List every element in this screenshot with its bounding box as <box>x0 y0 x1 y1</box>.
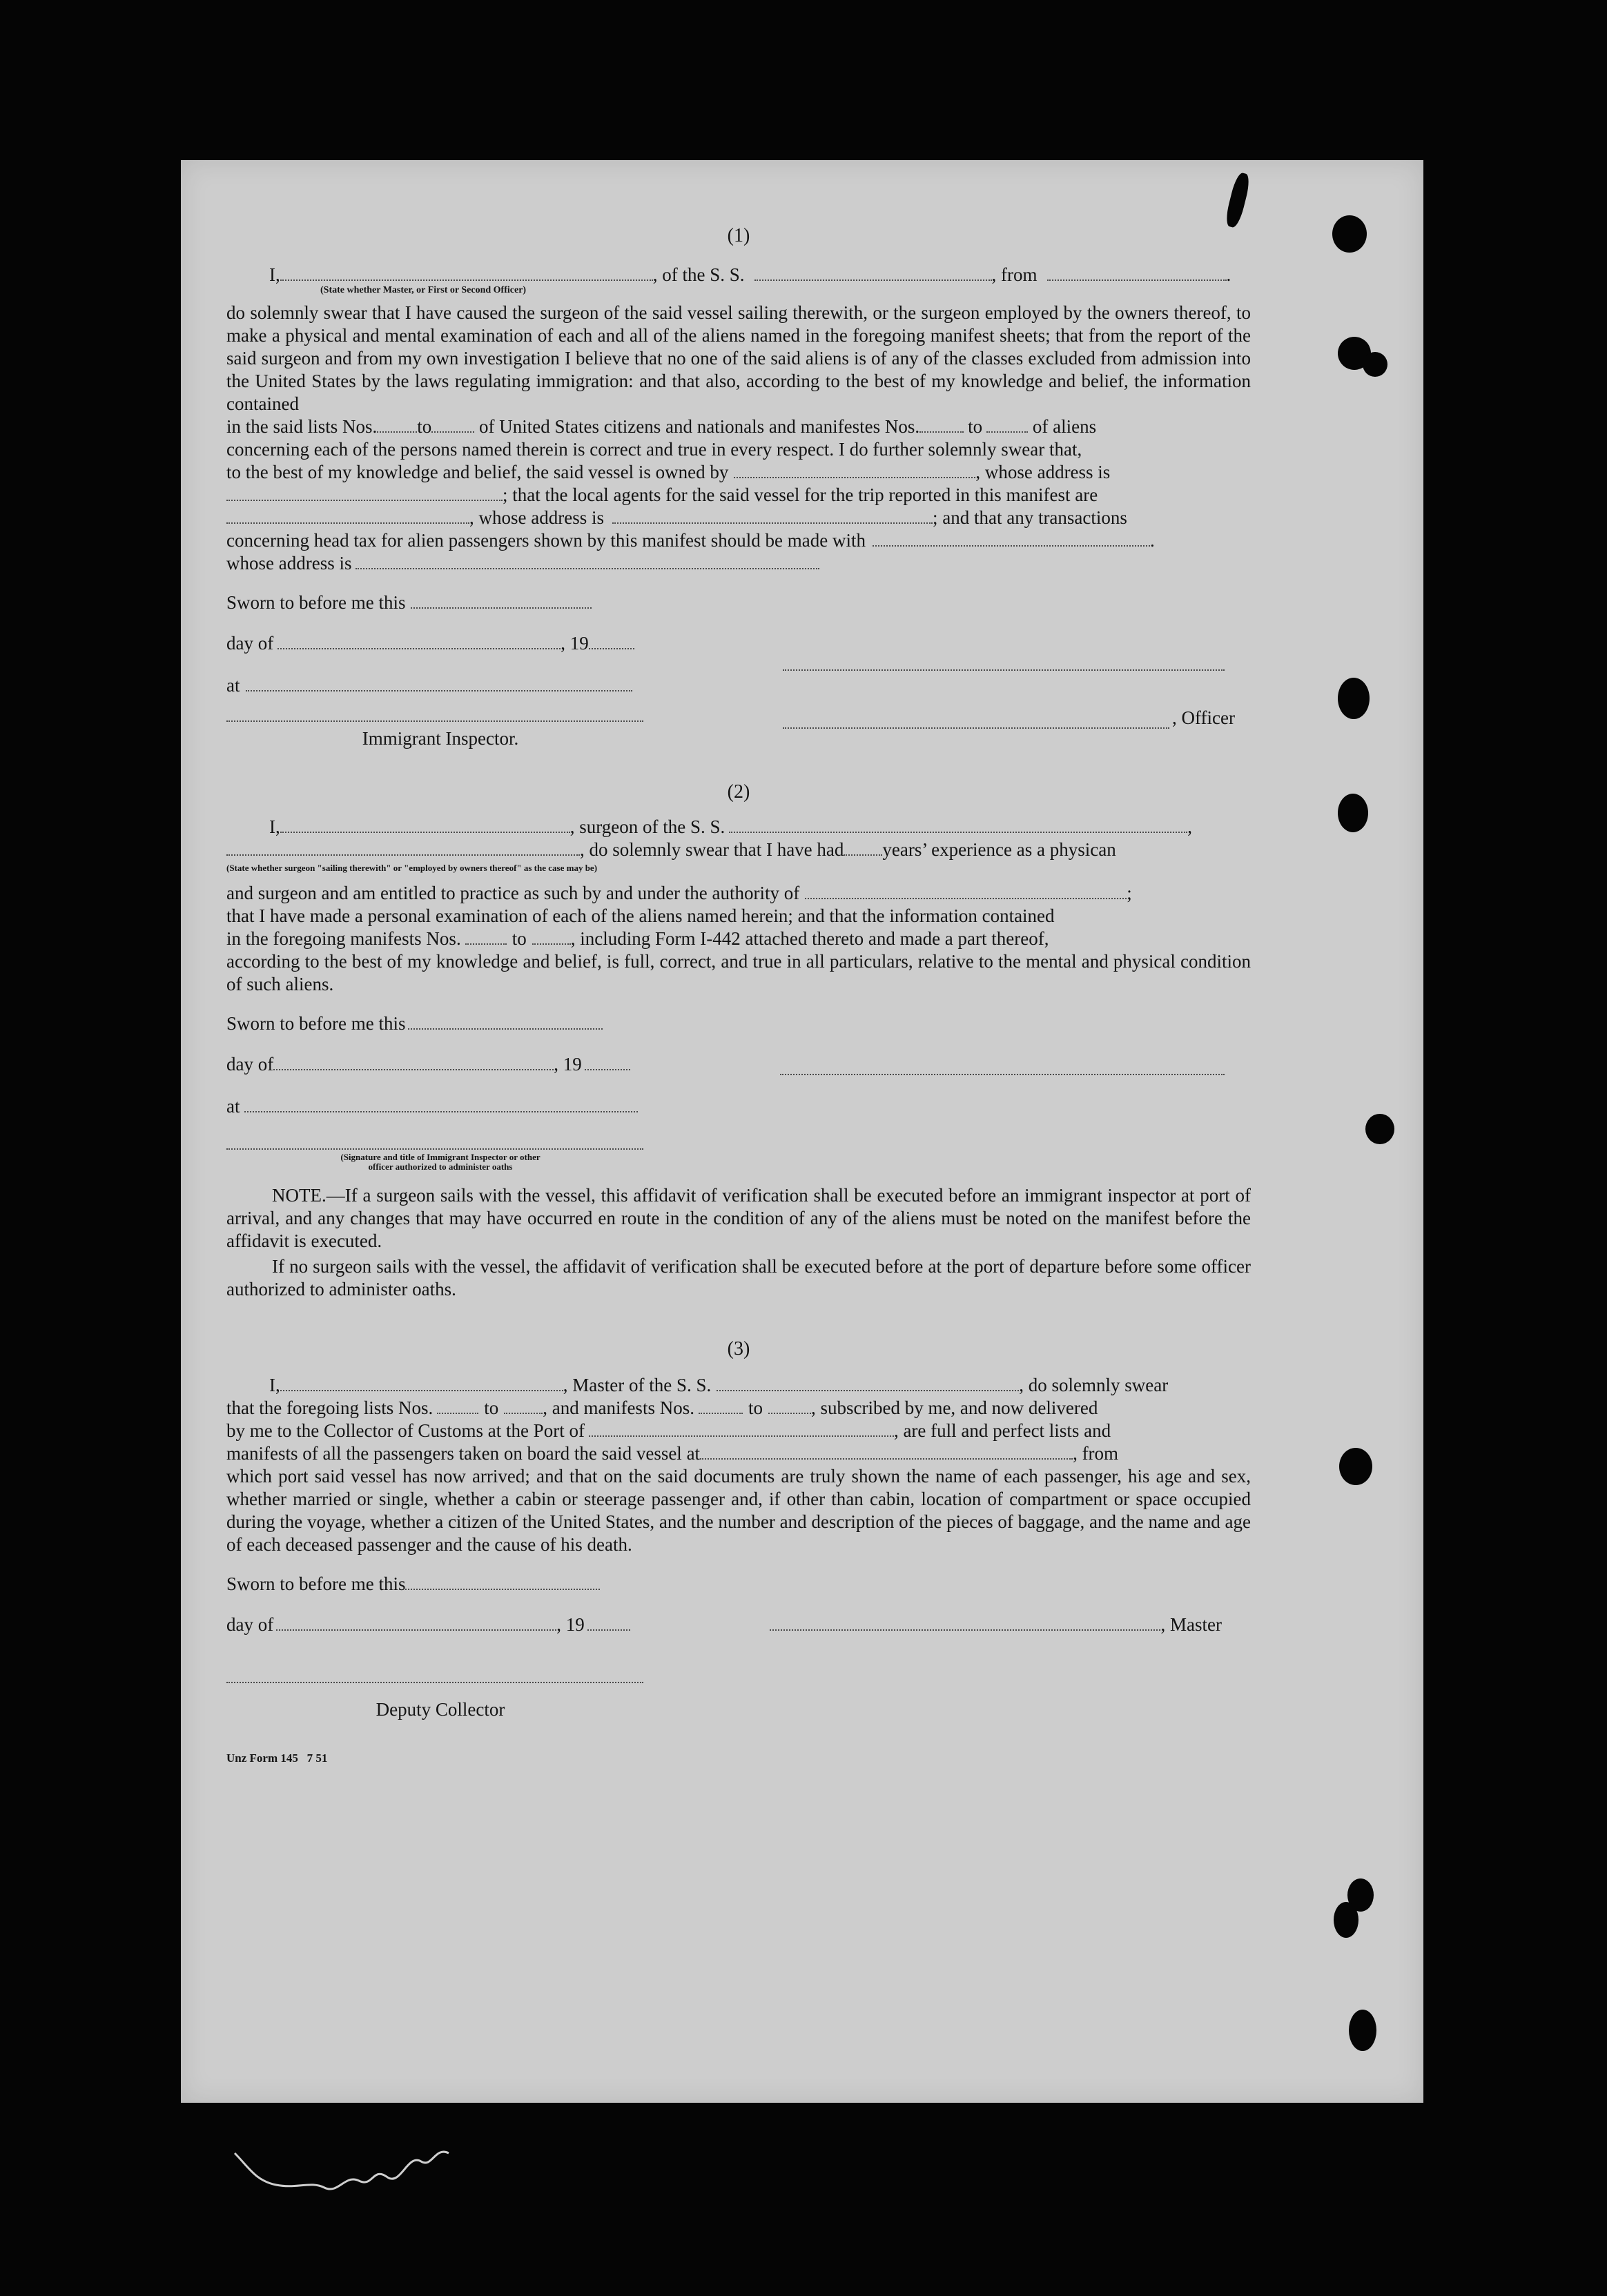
section-1-whose-line <box>226 507 1251 529</box>
section-3-line-1 <box>226 1374 1251 1397</box>
place-field[interactable] <box>246 675 632 691</box>
label: years’ experience as a physican <box>882 839 1116 860</box>
label: of United States citizens and nationals and manifestes Nos. <box>479 416 920 437</box>
section-1-lists-line <box>226 415 1251 438</box>
label: to <box>968 416 983 437</box>
master-name-field[interactable] <box>280 264 653 281</box>
deputy-collector-signature-line[interactable] <box>226 1680 643 1683</box>
head-tax-address-field[interactable] <box>356 553 819 569</box>
label: , whose address is <box>975 462 1111 482</box>
manifest-from-field[interactable] <box>699 1397 743 1414</box>
label: , do solemnly swear that I have had <box>580 839 844 860</box>
manifest-to-field[interactable] <box>532 928 571 945</box>
label: that the foregoing lists Nos. <box>226 1397 434 1418</box>
sworn-line-3 <box>226 1573 1251 1596</box>
owner-address-field[interactable] <box>226 484 503 501</box>
form-content <box>226 225 1251 1765</box>
surgeon-vessel-field[interactable] <box>729 816 1187 833</box>
label: Sworn to before me this <box>226 1573 406 1594</box>
label: , 19 <box>561 633 589 654</box>
manifest-from-field[interactable] <box>465 928 507 945</box>
authority-line: and surgeon and am entitled to practice as such by and under the authority of ; <box>226 883 1132 903</box>
head-tax-party-field[interactable] <box>873 530 1150 547</box>
form-sheet <box>181 160 1423 2103</box>
label: , subscribed by me, and now delivered <box>810 1397 1098 1418</box>
month-field[interactable] <box>276 1614 556 1631</box>
label: , are full and perfect lists and <box>893 1420 1111 1441</box>
label: , from <box>1073 1443 1119 1464</box>
section-2-line-2 <box>226 838 1251 861</box>
punch-hole <box>1338 678 1370 719</box>
punch-hole <box>1338 794 1368 832</box>
note-master-officer: (State whether Master, or First or Second Officer) <box>320 285 527 295</box>
label: day of <box>226 633 274 654</box>
officer-label: , Officer <box>1172 707 1235 728</box>
signature-note <box>226 1152 654 1172</box>
section-1-number: (1) <box>727 225 750 246</box>
note-surgeon-type: (State whether surgeon "sailing therewith" or "employed by owners thereof" as the case may be) <box>226 863 598 873</box>
label: , of the S. S. <box>652 264 745 285</box>
label: at <box>226 675 240 696</box>
signatures-1 <box>226 697 1251 773</box>
section-1-headtax-line: concerning head tax for alien passengers shown by this manifest should be made with . <box>226 530 1155 551</box>
list-to-field[interactable] <box>431 416 474 433</box>
list-to-field[interactable] <box>504 1397 543 1414</box>
agents-field[interactable] <box>226 507 469 524</box>
tear-mark <box>1224 172 1252 229</box>
label: manifests of all the passengers taken on board the said vessel at <box>226 1443 701 1464</box>
punch-hole <box>1363 352 1387 377</box>
label: whose address is <box>226 553 352 573</box>
deputy-collector-label: Deputy Collector <box>376 1699 505 1720</box>
note-paragraph-2: If no surgeon sails with the vessel, the affidavit of verification shall be executed before at the port of departure before some officer authorized to administer oaths. <box>226 1256 1251 1299</box>
at-line-2 <box>226 1095 1251 1118</box>
sworn-line-2 <box>226 1012 1251 1035</box>
form-identifier: Unz Form 145 7 51 <box>226 1752 328 1765</box>
label: Sworn to before me this <box>226 592 406 613</box>
section-2-body-2: according to the best of my knowledge and belief, is full, correct, and true in all particulars, relative to the mental and physical condition of such aliens. <box>226 951 1251 994</box>
section-3-body: which port said vessel has now arrived; and that on the said documents are truly shown the name of each passenger, his age and sex, whether married or single, whether a cabin or steerage passenger and, if other than cabin, location of compartment or space occupied during the voyage, whether a citizen of the United States, and the number and description of the pieces of baggage, and the name and age of each deceased passenger and the cause of his death. <box>226 1466 1251 1555</box>
section-3-manifests-line <box>226 1442 1251 1465</box>
label: , 19 <box>554 1054 582 1075</box>
from-port-field[interactable] <box>1047 264 1227 281</box>
signature-note-line-2: officer authorized to administer oaths <box>368 1161 513 1172</box>
label: in the foregoing manifests Nos. <box>226 928 461 949</box>
label: I, <box>269 264 280 285</box>
signatures-3 <box>226 1636 1251 1694</box>
section-1-agents-line <box>226 484 1251 507</box>
manifest-from-field[interactable] <box>919 416 964 433</box>
section-1-body: do solemnly swear that I have caused the surgeon of the said vessel sailing therewith, or the surgeon employed by the owners thereof, to make a physical and mental examination of each and all of the aliens named in the foregoing manifest sheets; that from the report of the said surgeon and from my own investigation I believe that no one of the said aliens is of any of the classes excluded from admission into the United States by the laws regulating immigration: and that also, according to the best of my knowledge and belief, the information contained <box>226 302 1251 414</box>
sworn-day-field[interactable] <box>411 592 592 609</box>
label: ; that the local agents for the said vessel for the trip reported in this manifest are <box>503 484 1098 505</box>
label: in the said lists Nos. <box>226 416 378 437</box>
departure-port-field[interactable] <box>700 1443 1073 1460</box>
agents-address-field[interactable] <box>612 507 933 524</box>
place-field[interactable] <box>244 1096 638 1112</box>
label: , Master of the S. S. <box>563 1375 712 1395</box>
label: , do solemnly swear <box>1019 1375 1169 1395</box>
year-field[interactable] <box>587 1614 630 1631</box>
label: to <box>748 1397 763 1418</box>
punch-hole <box>1332 215 1367 253</box>
section-3-port-line <box>226 1420 1251 1442</box>
label: , Master <box>1160 1614 1222 1635</box>
label: , surgeon of the S. S. <box>569 816 725 837</box>
label: at <box>226 1096 240 1117</box>
port-field[interactable] <box>589 1420 894 1437</box>
label: , whose address is <box>469 507 604 528</box>
list-from-field[interactable] <box>377 416 417 433</box>
label: to <box>417 416 432 437</box>
punch-hole <box>1339 1448 1372 1485</box>
punch-hole <box>1365 1114 1394 1144</box>
section-2-manifests-line <box>226 928 1251 950</box>
section-1-address-line <box>226 552 1251 575</box>
label: , and manifests Nos. <box>543 1397 694 1418</box>
label: I, <box>269 816 280 837</box>
label: , including Form I-442 attached thereto and made a part thereof, <box>570 928 1049 949</box>
day-of-line-3 <box>226 1613 1251 1636</box>
section-3-lists-line <box>226 1397 1251 1420</box>
authority-field[interactable] <box>805 883 1127 899</box>
year-field[interactable] <box>589 633 634 649</box>
label: ; and that any transactions <box>932 507 1127 528</box>
immigrant-inspector-label: Immigrant Inspector. <box>362 728 519 749</box>
section-1-line-1: I, , of the S. S. , from . <box>269 264 1231 285</box>
surgeon-type-field[interactable] <box>226 839 580 856</box>
owner-field[interactable] <box>734 462 975 478</box>
label: concerning head tax for alien passengers shown by this manifest should be made with <box>226 530 866 551</box>
year-field[interactable] <box>585 1054 630 1070</box>
section-1-owned-line <box>226 461 1251 484</box>
label: I, <box>269 1375 280 1395</box>
punch-hole <box>1349 2010 1376 2051</box>
label: Sworn to before me this <box>226 1013 406 1034</box>
label: to <box>512 928 527 949</box>
month-field[interactable] <box>277 633 561 649</box>
inspector-signature-line[interactable] <box>226 719 643 722</box>
sworn-line-1 <box>226 591 1251 614</box>
punch-hole <box>1334 1902 1358 1938</box>
month-field[interactable] <box>273 1054 554 1070</box>
label: day of <box>226 1054 274 1075</box>
at-line-1 <box>226 674 1251 697</box>
signatures-2 <box>226 1118 1251 1170</box>
surgeon-signature-line[interactable] <box>780 1072 1225 1075</box>
sworn-day-field[interactable] <box>408 1013 603 1030</box>
official-signature-line[interactable] <box>226 1147 643 1150</box>
label: day of <box>226 1614 274 1635</box>
master-signature-line[interactable] <box>783 668 1225 671</box>
surgeon-name-field[interactable] <box>280 816 570 833</box>
master-name-field[interactable] <box>280 1375 563 1391</box>
label: and surgeon and am entitled to practice as such by and under the authority of <box>226 883 800 903</box>
note-paragraph-1: NOTE.—If a surgeon sails with the vessel, this affidavit of verification shall be executed before an immigrant inspector at port of arrival, and any changes that may have occurred en route in the condition of any of the aliens must be noted on the manifest before the affidavit is executed. <box>226 1185 1251 1251</box>
years-field[interactable] <box>844 839 882 856</box>
section-2-body: that I have made a personal examination of each of the aliens named herein; and that the information contained <box>226 905 1055 926</box>
pencil-scribble <box>228 2126 504 2222</box>
officer-signature-line[interactable] <box>783 726 1169 729</box>
sworn-day-field[interactable] <box>405 1573 600 1590</box>
section-1-body-2: concerning each of the persons named therein is correct and true in every respect. I do further solemnly swear that, <box>226 439 1082 460</box>
section-2-number: (2) <box>727 781 750 803</box>
label: to the best of my knowledge and belief, the said vessel is owned by <box>226 462 729 482</box>
label: , 19 <box>556 1614 585 1635</box>
vessel-name-field[interactable] <box>754 264 992 281</box>
manifest-to-field[interactable] <box>768 1397 811 1414</box>
label: by me to the Collector of Customs at the Port of <box>226 1420 585 1441</box>
label: of aliens <box>1032 416 1097 437</box>
manifest-to-field[interactable] <box>986 416 1028 433</box>
section-2-line-1 <box>226 816 1251 838</box>
label: , <box>1187 816 1193 837</box>
section-3-number: (3) <box>727 1338 750 1360</box>
label: , from <box>991 264 1038 285</box>
signature-note-line-1: (Signature and title of Immigrant Inspector or other <box>340 1152 540 1162</box>
label: to <box>484 1397 499 1418</box>
vessel-name-field[interactable] <box>717 1375 1019 1391</box>
master-signature-line[interactable] <box>770 1614 1160 1631</box>
day-of-line-1 <box>226 632 1251 655</box>
list-from-field[interactable] <box>437 1397 478 1414</box>
